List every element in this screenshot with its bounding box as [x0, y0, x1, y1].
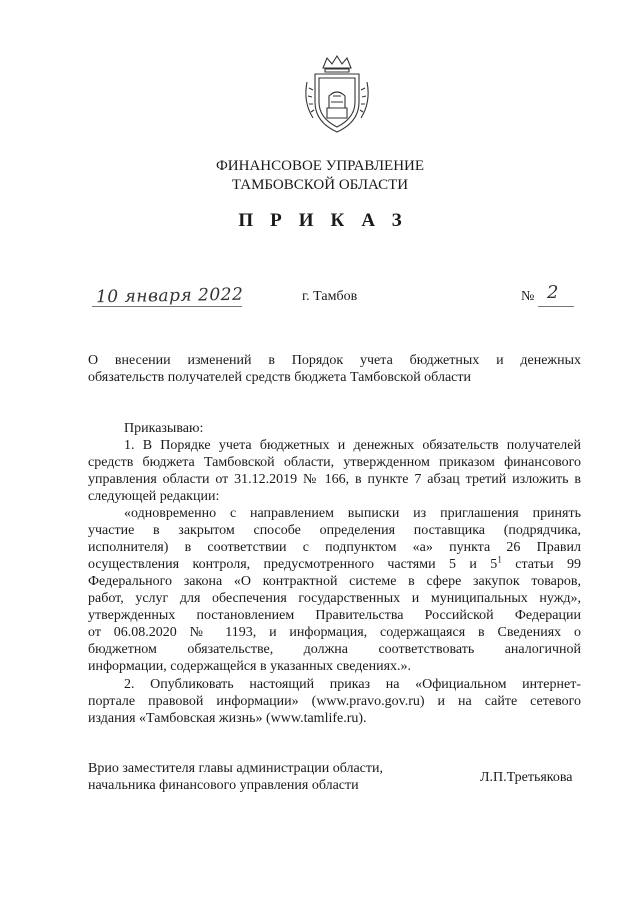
signatory-position-line1: Врио заместителя главы администрации области, — [88, 761, 383, 776]
number-sign: № — [521, 289, 535, 304]
item2-line: 2. Опубликовать настоящий приказ на «Официальном интернет- — [124, 677, 581, 692]
city: г. Тамбов — [302, 289, 358, 304]
item2-line: издания «Тамбовская жизнь» (www.tamlife.ru). — [88, 711, 367, 726]
subject-line2: обязательств получателей средств бюджета Тамбовской области — [88, 370, 471, 385]
signatory-position — [88, 760, 468, 794]
handwritten-number: 2 — [547, 282, 559, 303]
quote-text: статьи 99 — [501, 557, 581, 572]
quote-line: исполнителя) в соответствии с подпунктом «а» пункта 26 Правил — [88, 540, 581, 555]
item1-line: управления области от 31.12.2019 № 166, в пункте 7 абзац третий изложить в — [88, 472, 581, 487]
item1-line: средств бюджета Тамбовской области, утвержденном приказом финансового — [88, 455, 581, 470]
organization-name-line2: ТАМБОВСКОЙ ОБЛАСТИ — [231, 177, 409, 193]
quote-line: от 06.08.2020 № 1193, и информация, содержащаяся в Сведениях о — [88, 625, 581, 640]
signatory-position-line2: начальника финансового управления области — [88, 778, 359, 793]
order-word: Приказываю: — [124, 421, 204, 436]
quote-line: бюджетном обязательстве, должна соответствовать аналогичной — [88, 642, 581, 657]
quote-line: работ, услуг для обеспечения государственных и муниципальных нужд», — [88, 591, 581, 606]
quote-line: участие в закрытом способе определения поставщика (подрядчика, — [88, 523, 581, 538]
quote-line: информации, содержащейся в указанных сведениях.». — [88, 659, 412, 674]
subject-line1: О внесении изменений в Порядок учета бюджетных и денежных — [88, 353, 581, 368]
superscript: 1 — [497, 554, 502, 565]
coat-of-arms-icon — [301, 52, 373, 136]
signatory-name: Л.П.Третьякова — [480, 770, 573, 785]
date-underline — [92, 306, 242, 307]
item2-line: портале правовой информации» (www.pravo.gov.ru) и на сайте сетевого — [88, 694, 581, 709]
quote-line-with-superscript — [88, 556, 581, 573]
number-underline — [538, 306, 574, 307]
handwritten-date: 10 января 2022 — [95, 284, 244, 308]
quote-line: утвержденных постановлением Правительства Российской Федерации — [88, 608, 581, 623]
item1-line: следующей редакции: — [88, 489, 220, 504]
quote-line: Федерального закона «О контрактной системе в сфере закупок товаров, — [88, 574, 581, 589]
quote-line: «одновременно с направлением выписки из приглашения принять — [124, 506, 581, 521]
organization-name-line1: ФИНАНСОВОЕ УПРАВЛЕНИЕ — [215, 158, 425, 174]
item1-line: 1. В Порядке учета бюджетных и денежных обязательств получателей — [124, 438, 581, 453]
quote-text: осуществления контроля, предусмотренного частями 5 и 5 — [88, 557, 498, 572]
document-title: ПРИКАЗ — [238, 210, 419, 231]
